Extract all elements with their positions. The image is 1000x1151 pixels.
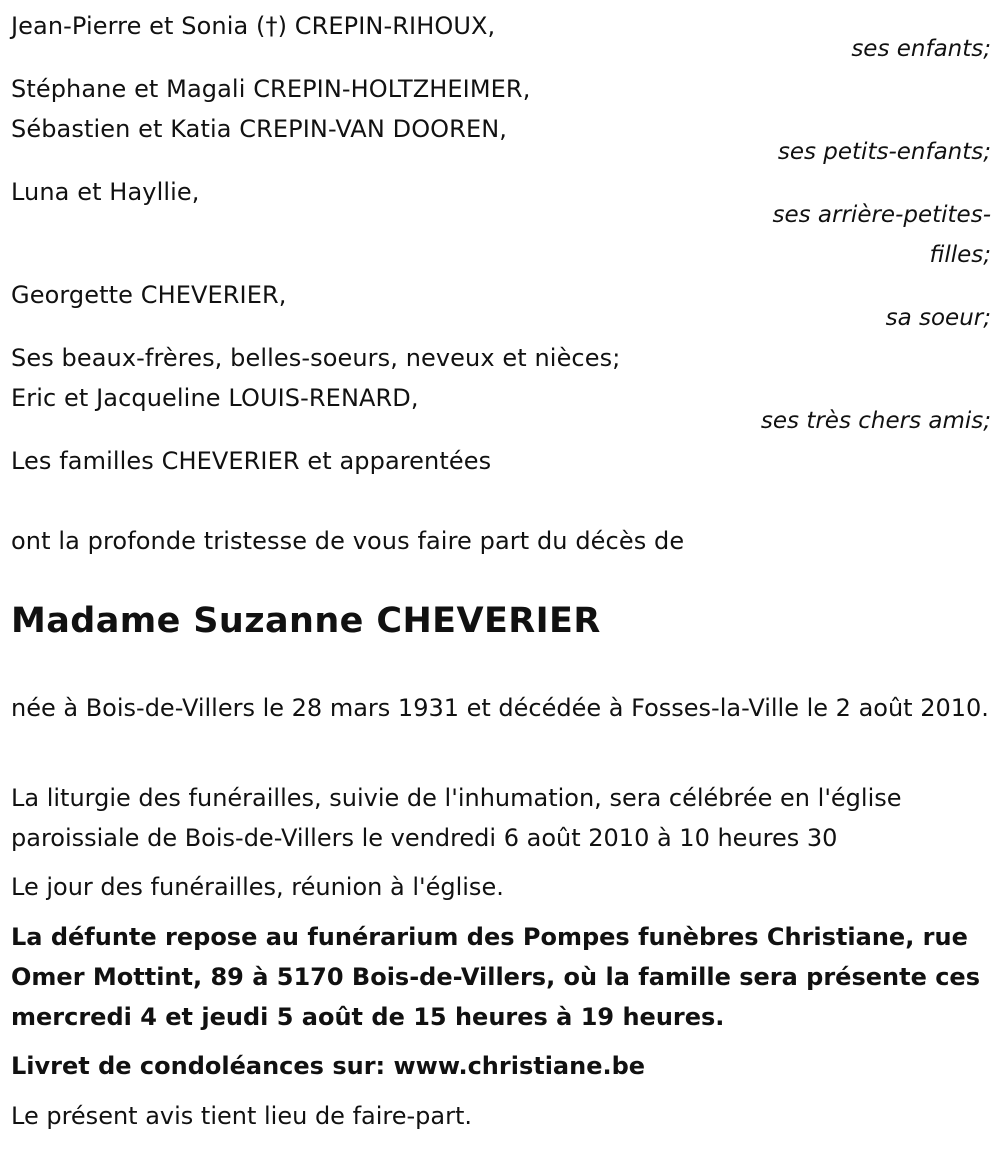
role-children: ses enfants;	[851, 36, 991, 62]
family-line-in-laws: Ses beaux-frères, belles-soeurs, neveux et nièces;	[11, 344, 621, 372]
family-line-grandchildren-2: Sébastien et Katia CREPIN-VAN DOOREN,	[11, 115, 507, 143]
meeting-text: Le jour des funérailles, réunion à l'église.	[11, 873, 504, 901]
family-line-great-grandchildren: Luna et Hayllie,	[11, 178, 200, 206]
role-great-grandchildren-part1: ses arrière-petites-	[772, 202, 991, 228]
notice-text: Le présent avis tient lieu de faire-part.	[11, 1102, 473, 1130]
family-line-children: Jean-Pierre et Sonia (†) CREPIN-RIHOUX,	[11, 12, 496, 40]
role-friends: ses très chers amis;	[760, 408, 991, 434]
family-line-sister: Georgette CHEVERIER,	[11, 281, 287, 309]
family-line-grandchildren-1: Stéphane et Magali CREPIN-HOLTZHEIMER,	[11, 75, 531, 103]
role-grandchildren: ses petits-enfants;	[777, 139, 991, 165]
role-sister: sa soeur;	[885, 305, 991, 331]
deceased-name: Madame Suzanne CHEVERIER	[11, 601, 601, 641]
condolences-text: Livret de condoléances sur: www.christiane.be	[11, 1052, 646, 1080]
repose-text: La défunte repose au funérarium des Pompes funèbres Christiane, rue Omer Mottint, 89 à 5170 Bois-de-Villers, où la famille sera présente ces mercredi 4 et jeudi 5 août de 15 heures à 19 heures.	[11, 923, 980, 1031]
liturgy-text: La liturgie des funérailles, suivie de l'inhumation, sera célébrée en l'église paroissiale de Bois-de-Villers le vendredi 6 août 2010 à 10 heures 30	[11, 784, 902, 852]
family-line-families: Les familles CHEVERIER et apparentées	[11, 447, 492, 475]
birth-death-text: née à Bois-de-Villers le 28 mars 1931 et décédée à Fosses-la-Ville le 2 août 2010.	[11, 694, 989, 722]
family-line-friends: Eric et Jacqueline LOUIS-RENARD,	[11, 384, 419, 412]
announcement-text: ont la profonde tristesse de vous faire part du décès de	[11, 527, 685, 555]
role-great-grandchildren-part2: filles;	[929, 242, 991, 268]
